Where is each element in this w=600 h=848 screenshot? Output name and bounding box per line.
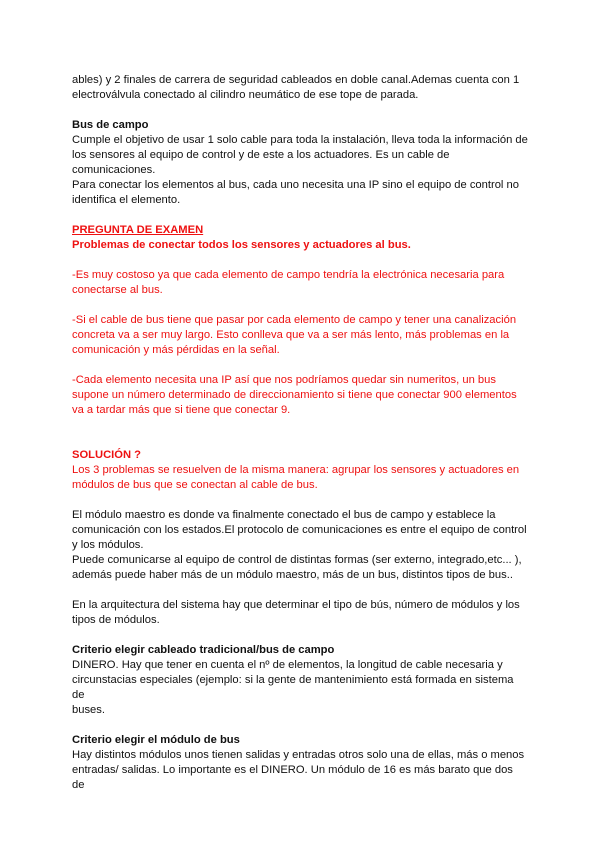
exam-question-label: PREGUNTA DE EXAMEN [72,224,204,236]
problem-1-line-1: -Es muy costoso ya que cada elemento de campo tendría la electrónica necesaria para [72,269,505,281]
maestro-line-5: además puede haber más de un módulo maestro, más de un bus, distintos tipos de bus.. [72,569,513,581]
problem-3-line-3: va a tardar más que si tiene que conectar 9. [72,404,291,416]
intro-line-1: ables) y 2 finales de carrera de seguridad cableados en doble canal.Ademas cuenta con 1 [72,74,520,86]
bus-campo-line-1: Cumple el objetivo de usar 1 solo cable para toda la instalación, lleva toda la información de [72,134,528,146]
intro-line-2: electroválvula conectado al cilindro neumático de ese tope de parada. [72,89,419,101]
maestro-line-3: y los módulos. [72,539,144,551]
maestro-line-1: El módulo maestro es donde va finalmente conectado el bus de campo y establece la [72,509,496,521]
problem-3-line-1: -Cada elemento necesita una IP así que nos podríamos quedar sin numeritos, un bus [72,374,496,386]
problem-1-line-2: conectarse al bus. [72,284,163,296]
heading-solucion: SOLUCIÓN ? [72,449,141,461]
exam-question-title: Problemas de conectar todos los sensores y actuadores al bus. [72,239,411,251]
criterio-cableado-line-3: buses. [72,704,105,716]
problem-3-line-2: supone un número determinado de direccionamiento si tiene que conectar 900 elementos [72,389,517,401]
heading-criterio-modulo: Criterio elegir el módulo de bus [72,734,240,746]
problem-2-line-1: -Si el cable de bus tiene que pasar por cada elemento de campo y tener una canalización [72,314,517,326]
maestro-line-4: Puede comunicarse al equipo de control de distintas formas (ser externo, integrado,etc... ), [72,554,522,566]
maestro-line-2: comunicación con los estados.El protocolo de comunicaciones es entre el equipo de control [72,524,527,536]
arquitectura-line-2: tipos de módulos. [72,614,160,626]
criterio-modulo-line-1: Hay distintos módulos unos tienen salidas y entradas otros solo una de ellas, más o menos [72,749,525,761]
solucion-line-1: Los 3 problemas se resuelven de la misma manera: agrupar los sensores y actuadores en [72,464,520,476]
criterio-cableado-line-2: circunstacias especiales (ejemplo: si la gente de mantenimiento está formada en sistema de [72,674,514,701]
page-content [72,73,528,793]
bus-campo-line-2: los sensores al equipo de control y de este a los actuadores. Es un cable de [72,149,450,161]
bus-campo-line-3: comunicaciones. [72,164,156,176]
problem-2-line-3: comunicación y más pérdidas en la señal. [72,344,280,356]
problem-2-line-2: concreta va a ser muy largo. Esto conlleva que va a ser más lento, más problemas en la [72,329,510,341]
criterio-modulo-line-2: entradas/ salidas. Lo importante es el DINERO. Un módulo de 16 es más barato que dos de [72,764,513,791]
bus-campo-line-4: Para conectar los elementos al bus, cada uno necesita una IP sino el equipo de control no [72,179,519,191]
criterio-cableado-line-1: DINERO. Hay que tener en cuenta el nº de elementos, la longitud de cable necesaria y [72,659,503,671]
arquitectura-line-1: En la arquitectura del sistema hay que determinar el tipo de bús, número de módulos y los [72,599,520,611]
solucion-line-2: módulos de bus que se conectan al cable de bus. [72,479,318,491]
bus-campo-line-5: identifica el elemento. [72,194,181,206]
heading-criterio-cableado: Criterio elegir cableado tradicional/bus de campo [72,644,335,656]
heading-bus-campo: Bus de campo [72,119,149,131]
